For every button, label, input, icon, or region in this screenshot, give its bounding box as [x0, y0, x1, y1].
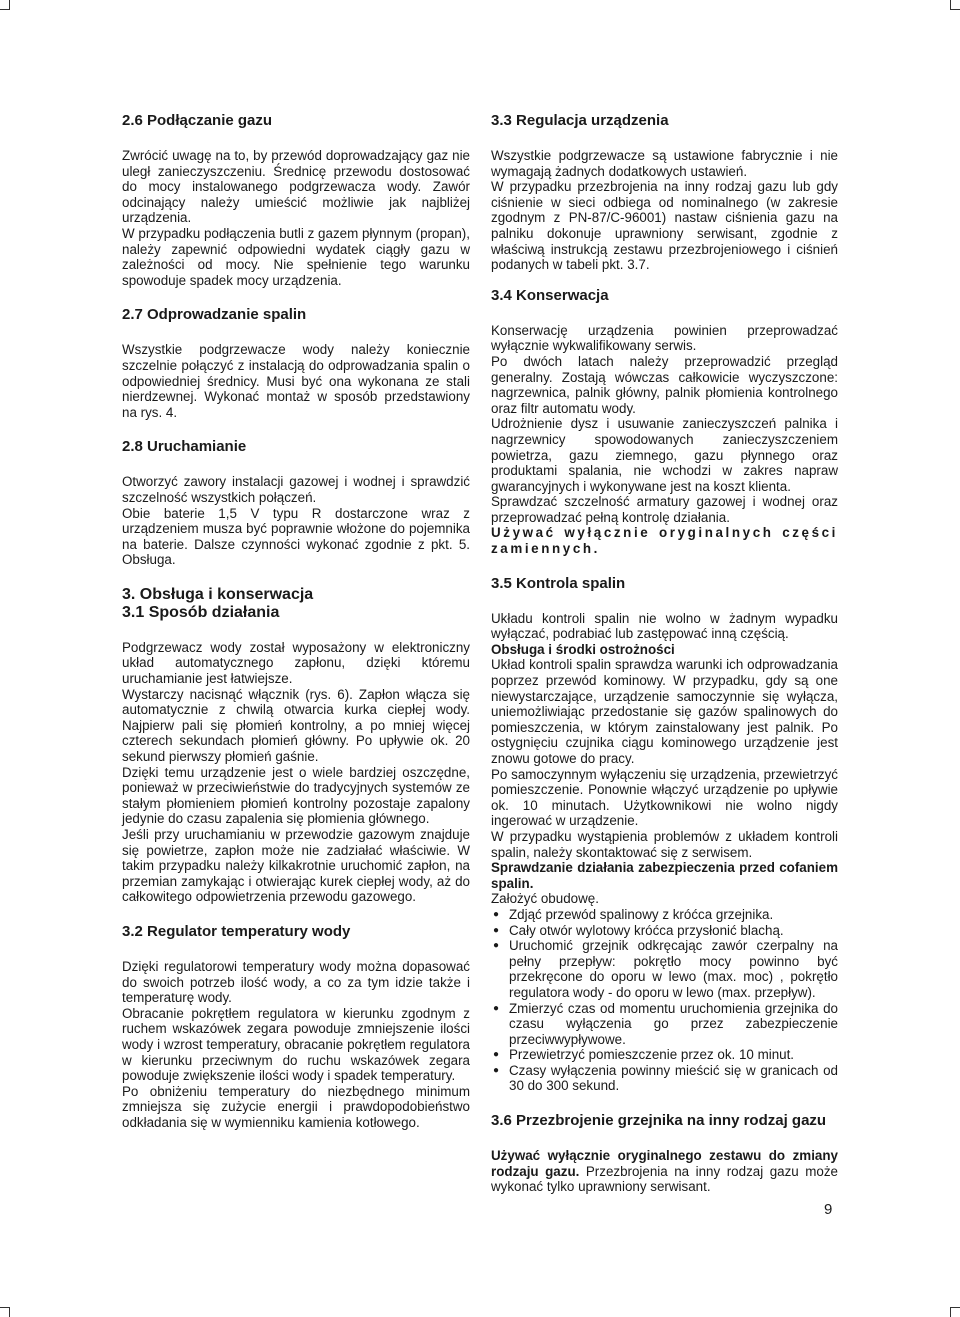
section-3-1-paragraph-3: Dzięki temu urządzenie jest o wiele bardziej oszczędne, ponieważ w przeciwieństwie do tradycyjnych systemów ze stałym płomieniem płomień kontrolny pozostaje zapalony jedynie do czasu zapalenia się płomienia głównego.: [122, 764, 470, 827]
section-3-5-paragraph-1: Układu kontroli spalin nie wolno w żadnym wypadku wyłączać, podrabiać lub zastępować inną częścią.: [491, 610, 838, 642]
left-column: [122, 112, 470, 1131]
section-3-4-paragraph-2: Po dwóch latach należy przeprowadzić przegląd generalny. Zostają wówczas całkowicie wyczyszczone: nagrzewnica, palnik główny, palnik płomienia kontrolnego oraz filtr automatu wody.: [491, 353, 838, 416]
section-3-2-paragraph-3: Po obniżeniu temperatury do niezbędnego minimum zmniejsza się zużycie energii i prawdopodobieństwo odkładania się w wymienniku kamienia kotłowego.: [122, 1083, 470, 1130]
section-3-5-paragraph-3: Po samoczynnym wyłączeniu się urządzenia, przewietrzyć pomieszczenie. Ponownie włączyć urządzenie po upływie ok. 10 minutach. Użytkownikowi nie wolno nigdy ingerować w urządzenie.: [491, 766, 838, 829]
section-3-5-paragraph-6: Założyć obudowę.: [491, 891, 599, 907]
section-3-3-paragraph-2: W przypadku przezbrojenia na inny rodzaj gazu lub gdy ciśnienie w sieci odbiega od nominalnego (w zakresie zgodnym z PN-87/C-96001) nastaw ciśnienia gazu na palniku dokonuje uprawniony serwisant, zgodnie z właściwą instrukcją zestawu przezbrojeniowego i ciśnień podanych w tabeli pkt. 3.7.: [491, 179, 838, 273]
section-3-5-paragraph-2: Układ kontroli spalin sprawdza warunki ich odprowadzania poprzez przewód kominowy. W przypadku, gdy są one niewystarczające, urządzenie samoczynnie się wyłącza, uniemożliwiając przedostanie się gazów spalinowych do pomieszczenia, w którym zainstalowany jest palnik. Po ostygnięciu czujnika ciągu kominowego urządzenie jest znowu gotowe do pracy.: [491, 657, 838, 766]
section-3-6-paragraph-1: [491, 1148, 838, 1195]
section-3-5-paragraph-5: Sprawdzanie działania zabezpieczenia przed cofaniem spalin.: [491, 860, 838, 891]
crop-mark-top-right: [950, 0, 960, 10]
section-3-1-paragraph-1: Podgrzewacz wody został wyposażony w elektroniczny układ automatycznego zapłonu, dzięki któremu uruchamianie jest łatwiejsze.: [122, 639, 470, 687]
section-2-6-paragraph-1: Zwrócić uwagę na to, by przewód doprowadzający gaz nie uległ zanieczyszczeniu. Średnicę przewodu dostosować do mocy instalowanego podgrzewacza wody. Zawór odcinający należy umieścić możliwie jak najbliżej urządzenia.: [122, 148, 470, 226]
section-2-7-paragraph-1: Wszystkie podgrzewacze wody należy koniecznie szczelnie połączyć z instalacją do odprowadzania spalin o odpowiedniej średnicy. Musi być ona wykonana ze stali nierdzewnej. Wykonać montaż w sposób przedstawiony na rys. 4.: [122, 342, 470, 420]
list-item: ● Czasy wyłączenia powinny mieścić się w granicach od 30 do 300 sekund.: [509, 1063, 838, 1094]
section-3-1-paragraph-4: Jeśli przy uruchamianiu w przewodzie gazowym znajduje się powietrze, zapłon może nie zadziałać właściwie. W takim przypadku należy kilkakrotnie uruchomić zapłon, na przemian zamykając i otwierając kurek ciepłej wody, aż do całkowitego odpowietrzenia przewodu gazowego.: [122, 827, 470, 905]
list-item: ● Zdjąć przewód spalinowy z króćca grzejnika.: [509, 907, 838, 923]
section-3-5-bullet-list: [491, 907, 838, 1094]
section-3-1-paragraph-2: Wystarczy nacisnąć włącznik (rys. 6). Zapłon włącza się automatycznie z chwilą otwarcia kurka ciepłej wody. Najpierw pali się płomień kontrolny, a po mniej więcej czterech sekundach płomień główny. Po upływie ok. 20 sekund pierwszy płomień gaśnie.: [122, 686, 470, 765]
list-item: ● Cały otwór wylotowy króćca przysłonić blachą.: [509, 923, 838, 939]
list-item: ● Przewietrzyć pomieszczenie przez ok. 10 minut.: [509, 1047, 838, 1063]
section-3-3-paragraph-1: Wszystkie podgrzewacze są ustawione fabrycznie i nie wymagają żadnych dodatkowych ustawień.: [491, 148, 838, 179]
section-3-4-paragraph-4: Sprawdzać szczelność armatury gazowej i wodnej oraz przeprowadzać pełną kontrolę działania.: [491, 494, 838, 525]
crop-mark-bottom-left: [0, 1307, 10, 1317]
section-3-4-title: 3.4 Konserwacja: [491, 286, 609, 304]
section-3-5-paragraph-4: W przypadku wystąpienia problemów z układem kontroli spalin, należy skontaktować się z serwisem.: [491, 828, 838, 860]
section-2-6-paragraph-2: W przypadku podłączenia butli z gazem płynnym (propan), należy zapewnić odpowiedni wydatek ciągły gazu w zależności od mocy. Nie spełnienie tego warunku spowoduje spadek mocy urządzenia.: [122, 225, 470, 288]
section-2-8-paragraph-2: Obie baterie 1,5 V typu R dostarczone wraz z urządzeniem musza być poprawnie włożone do pojemnika na baterie. Dalsze czynności wykonać zgodnie z pkt. 5. Obsługa.: [122, 505, 470, 568]
section-3-6-text: Przezbrojenia na inny rodzaj gazu może wykonać tylko uprawniony serwisant.: [491, 1163, 838, 1195]
page-number: 9: [824, 1201, 833, 1218]
crop-mark-top-left: [0, 0, 10, 10]
section-2-8-paragraph-1: Otworzyć zawory instalacji gazowej i wodnej i sprawdzić szczelność wszystkich połączeń.: [122, 474, 470, 505]
list-item: ● Zmierzyć czas od momentu uruchomienia grzejnika do czasu wyłączenia go przez zabezpieczenie przeciwwypływowe.: [509, 1001, 838, 1048]
section-3-3-title: 3.3 Regulacja urządzenia: [491, 112, 669, 129]
section-2-7-title: 2.7 Odprowadzanie spalin: [122, 306, 307, 324]
section-3-2-title: 3.2 Regulator temperatury wody: [122, 922, 351, 940]
section-2-8-title: 2.8 Uruchamianie: [122, 438, 247, 456]
crop-mark-bottom-right: [950, 1307, 960, 1317]
section-3-5-subheading: Obsługa i środki ostrożności: [491, 641, 675, 657]
section-3-2-paragraph-1: Dzięki regulatorowi temperatury wody można dopasować do swoich potrzeb ilość wody, a co za tym idzie także i temperaturę wody.: [122, 958, 470, 1006]
section-3-4-paragraph-1: Konserwację urządzenia powinien przeprowadzać wyłącznie wykwalifikowany serwis.: [491, 322, 838, 354]
section-3-2-paragraph-2: Obracanie pokrętłem regulatora w kierunku zgodnym z ruchem wskazówek zegara powoduje zmniejszenie ilości wody i wzrost temperatury, obracanie pokrętłem regulatora w kierunku przeciwnym do ruchu wskazówek zegara powoduje zwiększenie ilości wody i spadek temperatury.: [122, 1005, 470, 1084]
list-item: ● Uruchomić grzejnik odkręcając zawór czerpalny na pełny przepływ: pokrętło mocy powinno być przekręcone do oporu w lewo (max. moc) , pokrętło regulatora wody - do oporu w lewo (max. przepływ).: [509, 938, 838, 1000]
section-2-6-title: 2.6 Podłączanie gazu: [122, 112, 273, 129]
right-column: [491, 112, 838, 1195]
section-3-1-title: 3.1 Sposób działania: [122, 603, 280, 621]
section-3-title: 3. Obsługa i konserwacja: [122, 585, 314, 603]
section-3-5-title: 3.5 Kontrola spalin: [491, 574, 626, 592]
section-3-4-paragraph-3: Udrożnienie dysz i usuwanie zanieczyszczeń palnika i nagrzewnicy spowodowanych zanieczyszczeniem powietrza, gazu ziemnego, gazu płynnego oraz produktami spalania, nie wchodzi w zakres napraw gwarancyjnych i wykonywane jest na koszt klienta.: [491, 416, 838, 494]
section-3-6-bold-text: Używać wyłącznie oryginalnego zestawu do zmiany rodzaju gazu.: [491, 1148, 838, 1179]
section-3-4-paragraph-5: Używać wyłącznie oryginalnych części zamiennych.: [491, 525, 838, 557]
section-3-6-title: 3.6 Przezbrojenie grzejnika na inny rodzaj gazu: [491, 1112, 827, 1130]
